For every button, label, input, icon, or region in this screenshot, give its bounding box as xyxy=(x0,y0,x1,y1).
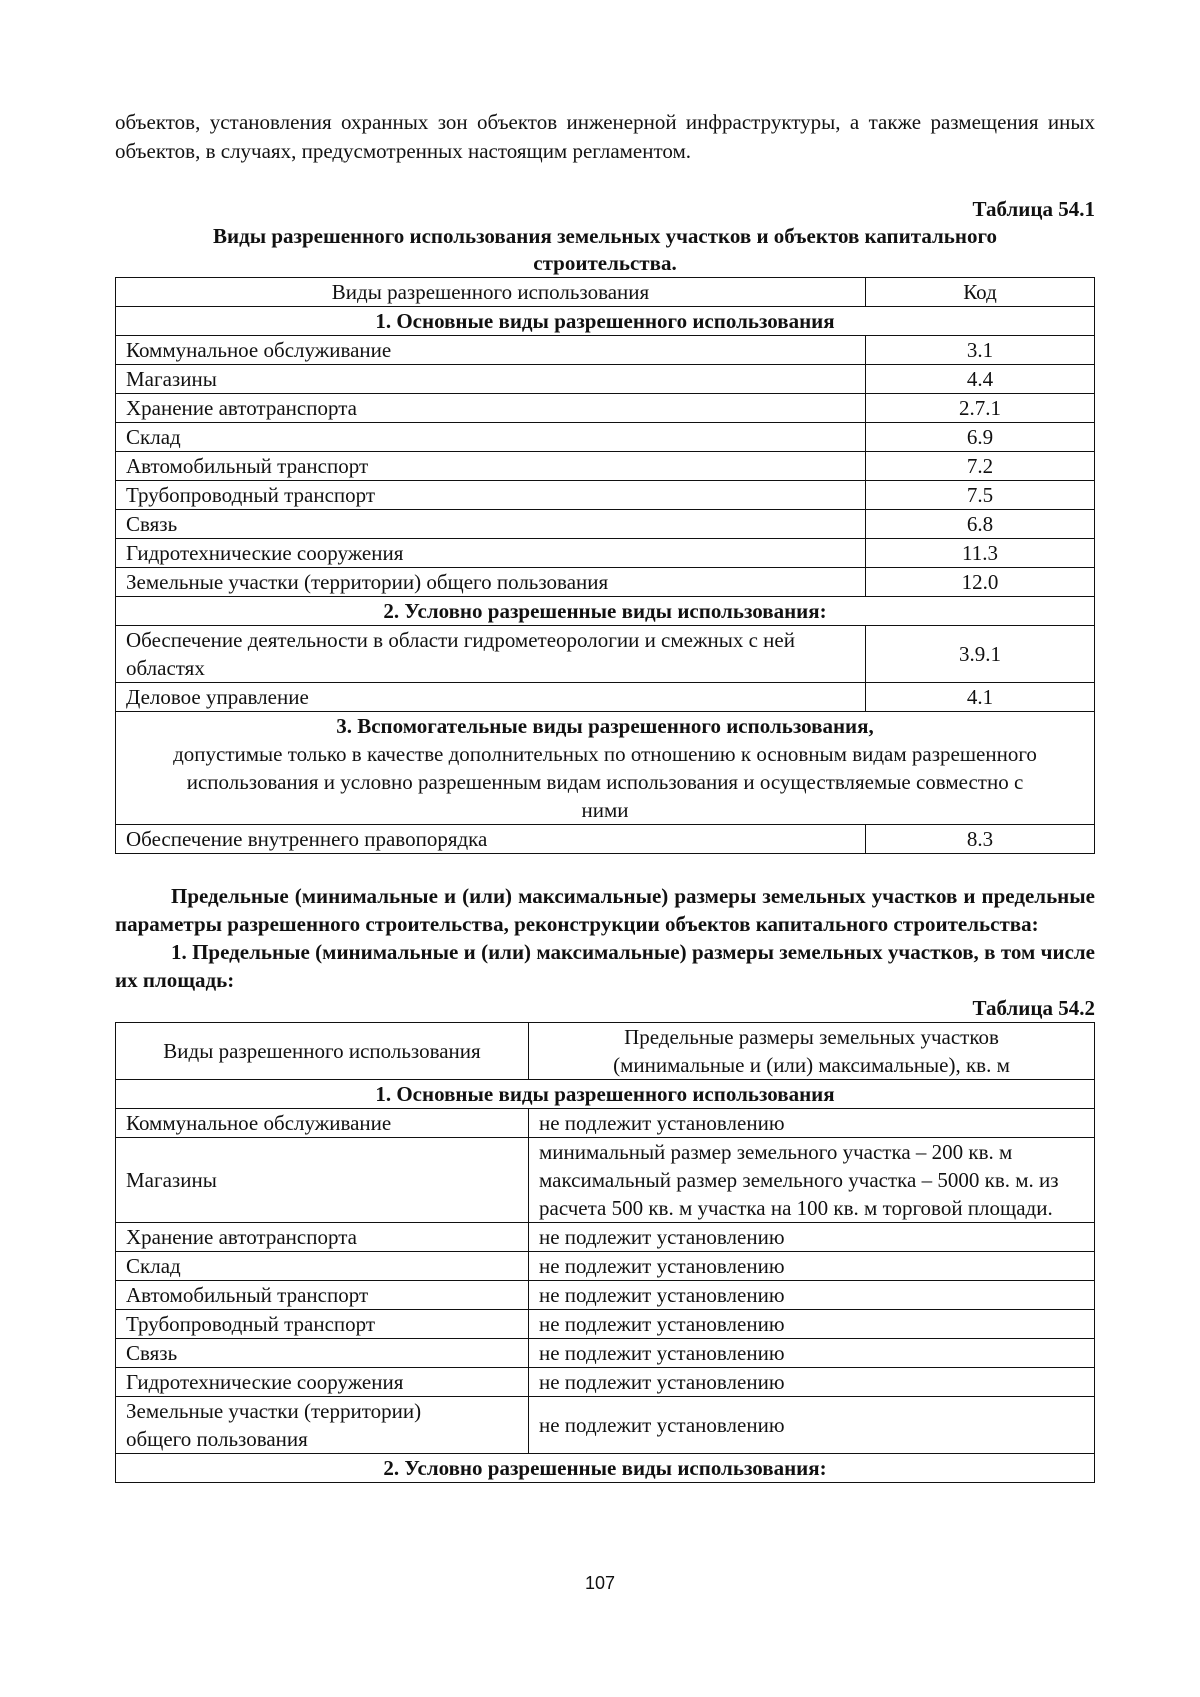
table2-header-limits: Предельные размеры земельных участков (минимальные и (или) максимальные), кв. м xyxy=(529,1023,1095,1080)
row-code: 3.1 xyxy=(866,336,1095,365)
row-name: Хранение автотранспорта xyxy=(116,394,866,423)
row-value: не подлежит установлению xyxy=(529,1281,1095,1310)
table-row xyxy=(116,825,1095,854)
row-code: 2.7.1 xyxy=(866,394,1095,423)
table-row xyxy=(116,510,1095,539)
table1-header-row xyxy=(116,278,1095,307)
table-row xyxy=(116,481,1095,510)
row-name: Деловое управление xyxy=(116,683,866,712)
row-name: Обеспечение деятельности в области гидрометеорологии и смежных с ней областях xyxy=(116,626,866,683)
row-name: Магазины xyxy=(116,365,866,394)
row-name: Коммунальное обслуживание xyxy=(116,1109,529,1138)
table1 xyxy=(115,277,1095,854)
row-code: 4.4 xyxy=(866,365,1095,394)
row-name: Автомобильный транспорт xyxy=(116,452,866,481)
section3-text: допустимые только в качестве дополнительных по отношению к основным видам разрешенного использования и условно разрешенным видам использования и осуществляемые совместно с ними xyxy=(173,742,1037,822)
row-value: не подлежит установлению xyxy=(529,1368,1095,1397)
row-value: не подлежит установлению xyxy=(529,1397,1095,1454)
table1-header-kind: Виды разрешенного использования xyxy=(116,278,866,307)
table-row xyxy=(116,539,1095,568)
row-value: не подлежит установлению xyxy=(529,1109,1095,1138)
row-code: 7.5 xyxy=(866,481,1095,510)
table-row xyxy=(116,1281,1095,1310)
row-name: Склад xyxy=(116,423,866,452)
row-name: Автомобильный транспорт xyxy=(116,1281,529,1310)
table-row xyxy=(116,626,1095,683)
section3-title: 3. Вспомогательные виды разрешенного использования, xyxy=(336,714,874,738)
row-name: Хранение автотранспорта xyxy=(116,1223,529,1252)
table2-section2: 2. Условно разрешенные виды использования: xyxy=(116,1454,1095,1483)
page-number: 107 xyxy=(584,1573,616,1593)
row-name: Гидротехнические сооружения xyxy=(116,539,866,568)
row-code: 3.9.1 xyxy=(866,626,1095,683)
table-row xyxy=(116,1138,1095,1223)
row-value: минимальный размер земельного участка – 200 кв. м максимальный размер земельного участка – 5000 кв. м. из расчета 500 кв. м участка на 100 кв. м торговой площади. xyxy=(529,1138,1095,1223)
table-row xyxy=(116,1397,1095,1454)
row-code: 11.3 xyxy=(866,539,1095,568)
table-row xyxy=(116,336,1095,365)
row-code: 6.9 xyxy=(866,423,1095,452)
table-row xyxy=(116,683,1095,712)
table-row xyxy=(116,1109,1095,1138)
table-row xyxy=(116,423,1095,452)
row-name: Земельные участки (территории) общего пользования xyxy=(116,568,866,597)
table2-header-kind: Виды разрешенного использования xyxy=(116,1023,529,1080)
row-name: Обеспечение внутреннего правопорядка xyxy=(116,825,866,854)
row-name: Земельные участки (территории) общего пользования xyxy=(116,1397,529,1454)
table2-section1: 1. Основные виды разрешенного использования xyxy=(116,1080,1095,1109)
table2-label: Таблица 54.2 xyxy=(972,996,1095,1020)
row-value: не подлежит установлению xyxy=(529,1339,1095,1368)
table-row xyxy=(116,1368,1095,1397)
table1-section-row xyxy=(116,307,1095,336)
table1-header-code: Код xyxy=(866,278,1095,307)
table-row xyxy=(116,1310,1095,1339)
limits-heading: Предельные (минимальные и (или) максимальные) размеры земельных участков и предельные параметры разрешенного строительства, реконструкции объектов капитального строительства: xyxy=(115,884,1095,936)
table-row xyxy=(116,394,1095,423)
table1-section2: 2. Условно разрешенные виды использования: xyxy=(116,597,1095,626)
row-name: Связь xyxy=(116,1339,529,1368)
row-code: 4.1 xyxy=(866,683,1095,712)
row-name: Магазины xyxy=(116,1138,529,1223)
table2-section-row xyxy=(116,1080,1095,1109)
row-value: не подлежит установлению xyxy=(529,1252,1095,1281)
row-value: не подлежит установлению xyxy=(529,1310,1095,1339)
table1-title: Виды разрешенного использования земельных участков и объектов капитального строительства. xyxy=(212,224,998,275)
table1-label: Таблица 54.1 xyxy=(972,197,1095,221)
row-name: Связь xyxy=(116,510,866,539)
intro-paragraph: объектов, установления охранных зон объектов инженерной инфраструктуры, а также размещения иных объектов, в случаях, предусмотренных настоящим регламентом. xyxy=(115,110,1095,163)
table2-header-row xyxy=(116,1023,1095,1080)
row-code: 7.2 xyxy=(866,452,1095,481)
table1-section-row xyxy=(116,712,1095,825)
table-row xyxy=(116,1252,1095,1281)
table-row xyxy=(116,1223,1095,1252)
row-name: Трубопроводный транспорт xyxy=(116,481,866,510)
row-name: Гидротехнические сооружения xyxy=(116,1368,529,1397)
table2 xyxy=(115,1022,1095,1483)
table-row xyxy=(116,452,1095,481)
row-name: Трубопроводный транспорт xyxy=(116,1310,529,1339)
row-code: 12.0 xyxy=(866,568,1095,597)
limits-item1: 1. Предельные (минимальные и (или) максимальные) размеры земельных участков, в том числе их площадь: xyxy=(115,940,1095,992)
table1-section-row xyxy=(116,597,1095,626)
row-name: Коммунальное обслуживание xyxy=(116,336,866,365)
row-name: Склад xyxy=(116,1252,529,1281)
table1-section3 xyxy=(116,712,1095,825)
table-row xyxy=(116,1339,1095,1368)
table1-section1: 1. Основные виды разрешенного использования xyxy=(116,307,1095,336)
table-row xyxy=(116,365,1095,394)
document-page xyxy=(115,108,1095,1483)
row-value: не подлежит установлению xyxy=(529,1223,1095,1252)
row-code: 8.3 xyxy=(866,825,1095,854)
table2-section-row xyxy=(116,1454,1095,1483)
row-code: 6.8 xyxy=(866,510,1095,539)
table-row xyxy=(116,568,1095,597)
